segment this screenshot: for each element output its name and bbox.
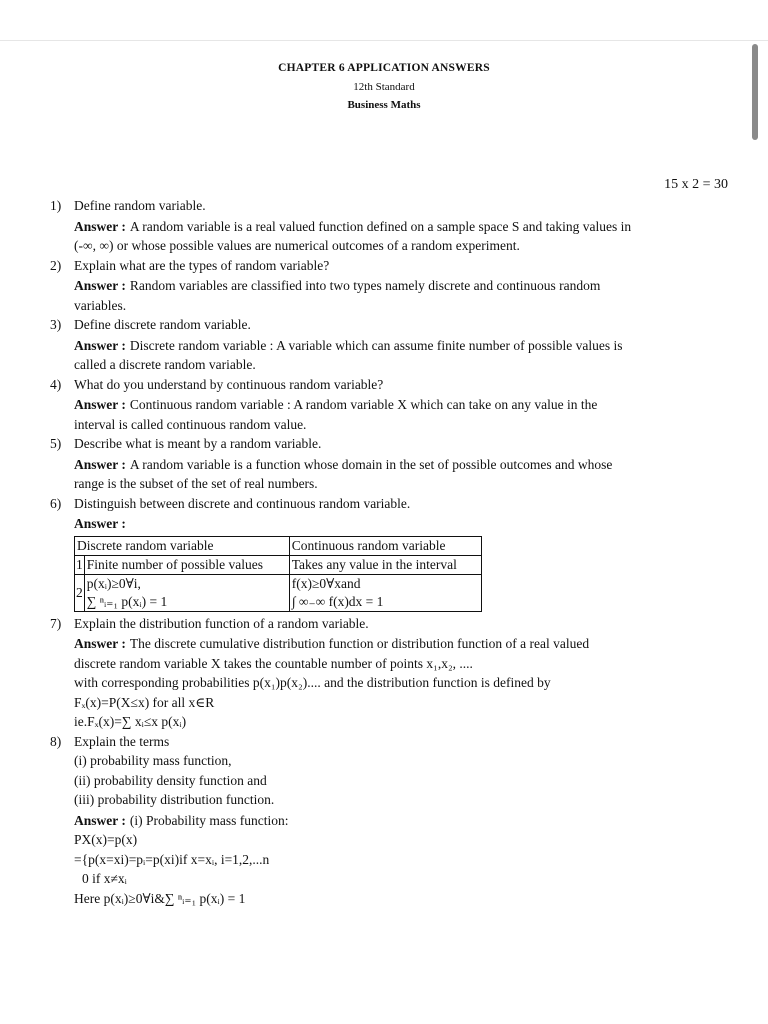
answer-text xyxy=(74,514,730,534)
answer-label: Answer : xyxy=(74,516,126,531)
question-number: 2) xyxy=(50,257,62,273)
question-text: Describe what is meant by a random variable. xyxy=(74,436,322,451)
question-text: What do you understand by continuous random variable? xyxy=(74,376,384,392)
answer-label: Answer : xyxy=(74,456,126,472)
marks-label: 15 x 2 = 30 xyxy=(664,177,728,192)
table-header-row xyxy=(75,536,482,555)
question-number: 1) xyxy=(50,198,62,213)
question-number: 3) xyxy=(50,317,62,332)
question-text: Define random variable. xyxy=(74,198,206,213)
question-text: Explain what are the types of random variable? xyxy=(74,257,330,273)
answer-text: Answer : Discrete random variable : A variable which can assume finite number of possible values is called a discrete random variable. xyxy=(74,337,623,372)
question-6 xyxy=(50,494,730,614)
question-5 xyxy=(50,434,730,494)
answer-label: Answer : xyxy=(74,636,126,651)
table-cell: Takes any value in the interval xyxy=(289,555,481,574)
top-divider xyxy=(0,40,768,41)
table-row xyxy=(75,555,482,574)
question-text: Explain the distribution function of a random variable. xyxy=(74,615,369,631)
answer-text: Answer : Continuous random variable : A random variable X which can take on any value in the interval is called continuous random value. xyxy=(74,397,598,432)
table-cell: Finite number of possible values xyxy=(84,555,289,574)
question-item: (ii) probability density function and xyxy=(74,772,267,788)
question-number: 5) xyxy=(50,436,62,451)
answer-label: Answer : xyxy=(74,812,126,828)
answer-text: Answer : A random variable is a real valued function defined on a sample space S and taking values in (-∞, ∞) or whose possible values are numerical outcomes of a random experiment. xyxy=(74,218,632,253)
answer-text: Answer : (i) Probability mass function: PX(x)=p(x) ={p(x=xi)=pᵢ=p(xi)if x=xᵢ, i=1,2,...n 0 if x≠xᵢ Here p(xᵢ)≥0∀i&∑ ⁿᵢ₌₁ p(xᵢ) = 1 xyxy=(74,812,289,906)
question-number: 6) xyxy=(50,495,62,511)
table-cell: p(xᵢ)≥0∀i, ∑ ⁿᵢ₌₁ p(xᵢ) = 1 xyxy=(84,574,289,611)
answer-label: Answer : xyxy=(74,337,126,353)
question-4 xyxy=(50,375,730,435)
question-3 xyxy=(50,315,730,375)
question-1 xyxy=(50,196,730,256)
standard-label: 12th Standard xyxy=(353,81,415,93)
comparison-table xyxy=(74,536,482,612)
question-number: 4) xyxy=(50,376,62,392)
answer-text: Answer : A random variable is a function whose domain in the set of possible outcomes and whose range is the subset of the set of real numbers. xyxy=(74,456,613,491)
question-7 xyxy=(50,614,730,732)
table-header-cell: Discrete random variable xyxy=(75,536,290,555)
question-number: 8) xyxy=(50,733,62,749)
question-item: (i) probability mass function, xyxy=(74,753,232,768)
question-text: Explain the terms xyxy=(74,733,170,749)
question-2 xyxy=(50,256,730,316)
subject-label: Business Maths xyxy=(347,99,421,111)
answers-body xyxy=(50,196,730,908)
answer-label: Answer : xyxy=(74,278,126,293)
answer-text: Answer : Random variables are classified into two types namely discrete and continuous random variables. xyxy=(74,278,601,313)
question-text: Distinguish between discrete and continuous random variable. xyxy=(74,495,411,511)
table-cell: f(x)≥0∀xand ∫ ∞₋∞ f(x)dx = 1 xyxy=(289,574,481,611)
table-row xyxy=(75,574,482,611)
table-header-cell: Continuous random variable xyxy=(289,536,481,555)
document-header xyxy=(0,62,768,111)
row-number: 1 xyxy=(75,555,85,574)
question-text: Define discrete random variable. xyxy=(74,317,251,332)
answer-label: Answer : xyxy=(74,218,126,234)
answer-label: Answer : xyxy=(74,397,126,412)
question-8 xyxy=(50,732,730,909)
question-item: (iii) probability distribution function. xyxy=(74,792,275,807)
row-number: 2 xyxy=(75,574,85,611)
question-number: 7) xyxy=(50,615,62,631)
answer-text: Answer : The discrete cumulative distribution function or distribution function of a real valued discrete random variable X takes the countable number of points x₁,x₂, .... with corresponding probabilities p(x₁)p(x₂).... and the distribution function is defined by Fₓ(x)=P(X≤x) for all x∈R ie.Fₓ(x)=∑ xᵢ≤x p(xᵢ) xyxy=(74,636,590,729)
chapter-title: CHAPTER 6 APPLICATION ANSWERS xyxy=(278,62,490,74)
